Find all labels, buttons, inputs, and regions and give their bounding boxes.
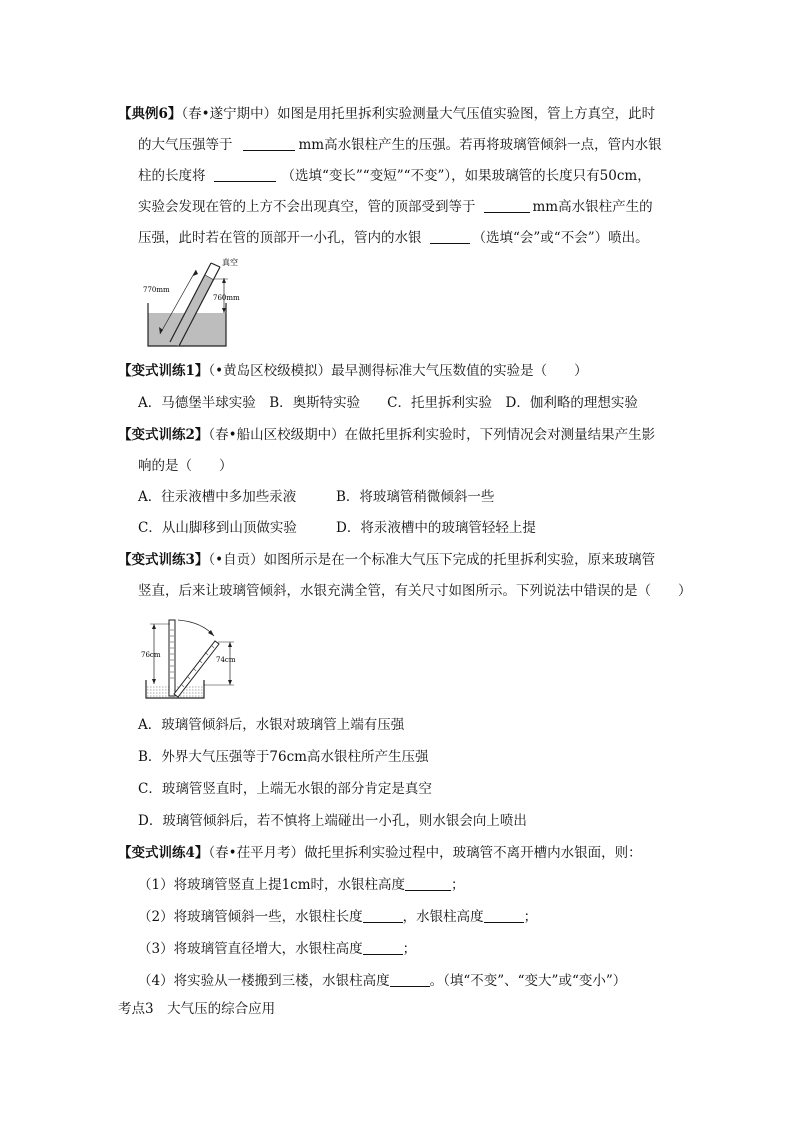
v3-text-1: （•自贡）如图所示是在一个标准大气压下完成的托里拆利实验，原来玻璃管 <box>208 552 656 568</box>
vacuum-label: 真空 <box>222 258 238 267</box>
v2-tag: 【变式训练2】 <box>118 427 209 443</box>
v4-item-4-text: （4）将实验从一楼搬到三楼，水银柱高度 <box>138 973 390 989</box>
ex6-text-4a: 实验会发现在管的上方不会出现真空，管的顶部受到等于 <box>138 199 476 215</box>
v2-question-2: 响的是（ ） <box>138 458 233 474</box>
v4-item-2-end: ； <box>523 909 538 925</box>
v4-item-4-end: 。（填“不变”、“变大”或“变小”） <box>429 973 627 989</box>
v4-text: （春•茌平月考）做托里拆利实验过程中，玻璃管不离开槽内水银面，则： <box>208 845 642 861</box>
ex6-text-3a: 柱的长度将 <box>138 168 206 184</box>
v3-option-b[interactable]: B．外界大气压强等于76cm高水银柱所产生压强 <box>138 749 429 765</box>
v4-blank-2[interactable] <box>363 908 403 923</box>
v4-blank-4[interactable] <box>363 940 403 955</box>
ex6-blank-4[interactable] <box>430 229 470 244</box>
ex6-blank-2[interactable] <box>214 167 276 182</box>
v1-options <box>138 394 638 412</box>
v4-item-1 <box>138 876 465 894</box>
v4-item-1-text: （1）将玻璃管竖直上提1cm时，水银柱高度 <box>138 877 406 893</box>
ex6-line-1 <box>118 105 655 123</box>
v4-item-3 <box>138 940 416 958</box>
v4-item-1-end: ； <box>451 877 465 893</box>
height-760-label: 760mm <box>213 294 240 302</box>
v4-blank-1[interactable] <box>405 876 451 891</box>
ex6-text-2a: 的大气压强等于 <box>138 137 233 153</box>
ex6-text-4b: mm高水银柱产生的 <box>532 199 653 215</box>
v3-tag: 【变式训练3】 <box>118 552 209 568</box>
ex6-line-2 <box>138 136 662 154</box>
v2-question-1 <box>118 426 655 444</box>
section-heading: 考点3 大气压的综合应用 <box>118 1001 276 1017</box>
ex6-text-3b: （选填“变长”“变短”“不变”），如果玻璃管的长度只有50cm， <box>281 168 651 184</box>
length-770-label: 770mm <box>143 286 170 294</box>
v1-text: （•黄岛区校级模拟）最早测得标准大气压数值的实验是（ ） <box>208 363 588 379</box>
ex6-text-2b: mm高水银柱产生的压强。若再将玻璃管倾斜一点，管内水银 <box>298 137 662 153</box>
v2-option-c[interactable]: C．从山脚移到山顶做实验 <box>138 520 297 536</box>
v3-option-a[interactable]: A．玻璃管倾斜后，水银对玻璃管上端有压强 <box>138 717 405 733</box>
ex6-blank-1[interactable] <box>243 136 295 151</box>
ex6-blank-3[interactable] <box>484 198 530 213</box>
height-76-label: 76cm <box>141 651 161 659</box>
v3-question-2: 竖直，后来让玻璃管倾斜，水银充满全管，有关尺寸如图所示。下列说法中错误的是（ ） <box>138 583 692 599</box>
v2-option-b[interactable]: B．将玻璃管稍微倾斜一些 <box>336 489 495 505</box>
v4-blank-3[interactable] <box>484 908 524 923</box>
ex6-tag: 【典例6】 <box>118 106 182 122</box>
v1-tag: 【变式训练1】 <box>118 363 209 379</box>
ex6-line-3 <box>138 167 651 185</box>
v2-option-d[interactable]: D．将汞液槽中的玻璃管轻轻上提 <box>336 520 536 536</box>
ex6-text-1: （春•遂宁期中）如图是用托里拆利实验测量大气压值实验图，管上方真空，此时 <box>181 106 656 122</box>
v4-item-2-text: （2）将玻璃管倾斜一些，水银柱长度 <box>138 909 363 925</box>
v4-item-3-end: ； <box>402 941 417 957</box>
height-74-label: 74cm <box>216 656 236 664</box>
v4-item-3-text: （3）将玻璃管直径增大，水银柱高度 <box>138 941 363 957</box>
v2-option-a[interactable]: A．往汞液槽中多加些汞液 <box>138 489 297 505</box>
v1-options-text[interactable]: A．马德堡半球实验 B．奥斯特实验 C．托里拆利实验 D．伽利略的理想实验 <box>138 395 638 411</box>
ex6-line-5 <box>138 229 649 247</box>
v4-question <box>118 844 642 862</box>
torricelli-figure-1 <box>140 255 240 350</box>
v2-text-1: （春•船山区校级期中）在做托里拆利实验时，下列情况会对测量结果产生影 <box>208 427 656 443</box>
torricelli-figure-2 <box>140 612 240 704</box>
v4-item-4 <box>138 972 626 990</box>
v4-tag: 【变式训练4】 <box>118 845 209 861</box>
v3-option-d[interactable]: D．玻璃管倾斜后，若不慎将上端碰出一小孔，则水银会向上喷出 <box>138 813 527 829</box>
v4-blank-5[interactable] <box>390 972 430 987</box>
ex6-text-5b: （选填“会”或“不会”）喷出。 <box>472 230 649 246</box>
v3-option-c[interactable]: C．玻璃管竖直时，上端无水银的部分肯定是真空 <box>138 781 432 797</box>
v1-question <box>118 362 588 380</box>
ex6-text-5a: 压强，此时若在管的顶部开一小孔，管内的水银 <box>138 230 422 246</box>
v4-item-2-mid: ，水银柱高度 <box>402 909 484 925</box>
v3-question-1 <box>118 551 655 569</box>
v4-item-2 <box>138 908 537 926</box>
ex6-line-4 <box>138 198 653 216</box>
